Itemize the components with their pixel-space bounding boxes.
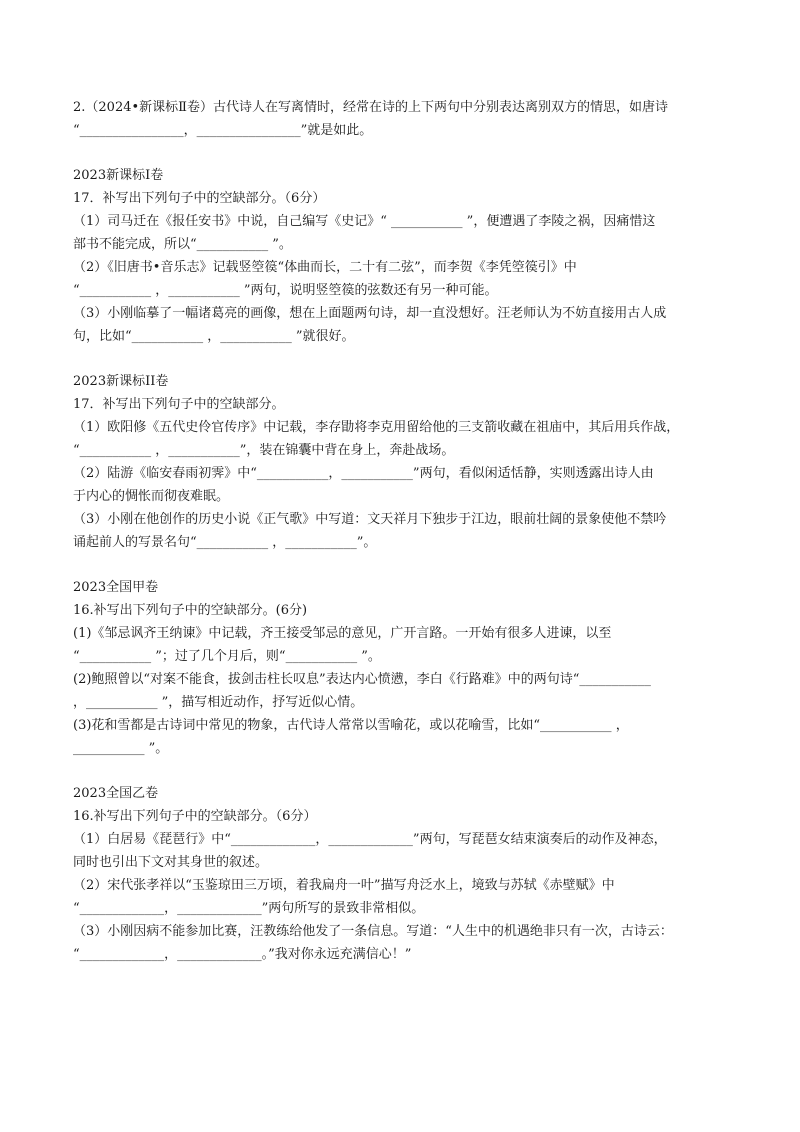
- section-2023-xinkebiao-2: [73, 370, 733, 554]
- question-line: (1)《邹忌讽齐王纳谏》中记载，齐王接受邹忌的意见，广开言路。一开始有很多人进谏，以至: [73, 626, 612, 641]
- question-line: “___________ ，___________ ”两句，说明竖箜篌的弦数还有另一种可能。: [73, 283, 498, 298]
- question-line: 17．补写出下列句子中的空缺部分。（6分）: [73, 191, 326, 206]
- question-line: 同时也引出下文对其身世的叙述。: [73, 855, 269, 870]
- question-line: ___________ ”。: [73, 741, 169, 756]
- question-line: “_____________，_____________。”我对你永远充满信心！”: [73, 947, 412, 962]
- question-line: “___________ ”；过了几个月后，则“___________ ”。: [73, 649, 381, 664]
- question-line: 于内心的惆怅而彻夜难眠。: [73, 489, 230, 504]
- section-title: 2023全国甲卷: [73, 580, 159, 595]
- question-2024: [73, 96, 733, 142]
- question-line: 16.补写出下列句子中的空缺部分。（6分）: [73, 809, 317, 824]
- section-title: 2023全国乙卷: [73, 786, 159, 801]
- question-line: （1）欧阳修《五代史伶官传序》中记载，李存勖将李克用留给他的三支箭收藏在祖庙中，其后用兵作战，: [73, 420, 680, 435]
- question-line: （2）《旧唐书•音乐志》记载竖箜篌“体曲而长，二十有二弦”，而李贺《李凭箜篌引》中: [73, 260, 577, 275]
- section-title: 2023新课标I卷: [73, 168, 164, 183]
- document-page: [73, 96, 733, 966]
- question-line: （3）小刚在他创作的历史小说《正气歌》中写道：文天祥月下独步于江边，眼前壮阔的景象使他不禁吟: [73, 512, 667, 527]
- question-line: 17．补写出下列句子中的空缺部分。: [73, 397, 285, 412]
- question-line: “________________，________________”就是如此。: [73, 123, 373, 138]
- question-line: “_____________，_____________”两句所写的景致非常相似。: [73, 901, 425, 916]
- section-2023-quanguo-yi: [73, 782, 733, 966]
- section-2023-quanguo-jia: [73, 576, 733, 760]
- question-line: （3）小刚因病不能参加比赛，汪教练给他发了一条信息。写道：“人生中的机遇绝非只有一次，古诗云：: [73, 924, 673, 939]
- question-line: ，___________ ”，描写相近动作，抒写近似心情。: [73, 695, 364, 710]
- question-line: （3）小刚临摹了一幅诸葛亮的画像，想在上面题两句诗，却一直没想好。汪老师认为不妨直接用古人成: [73, 306, 667, 321]
- section-2023-xinkebiao-1: [73, 164, 733, 348]
- question-line: （1）司马迁在《报任安书》中说，自己编写《史记》“ ___________ ”，便遭遇了李陵之祸，因痛惜这: [73, 214, 656, 229]
- question-line: （1）白居易《琵琶行》中“_____________，_____________”两句，写琵琶女结束演奏后的动作及神态，: [73, 832, 667, 847]
- question-line: 句，比如“___________ ，___________ ”就很好。: [73, 329, 355, 344]
- question-line: “___________ ，___________”，装在锦囊中背在身上，奔赴战场。: [73, 443, 455, 458]
- question-line: 2.（2024•新课标Ⅱ卷）古代诗人在写离情时，经常在诗的上下两句中分别表达离别双方的情思，如唐诗: [73, 100, 668, 115]
- section-title: 2023新课标II卷: [73, 374, 169, 389]
- question-line: (3)花和雪都是古诗词中常见的物象，古代诗人常常以雪喻花，或以花喻雪，比如“___________ ，: [73, 718, 629, 733]
- question-line: (2)鲍照曾以“对案不能食，拔剑击柱长叹息”表达内心愤懑，李白《行路难》中的两句诗“___________: [73, 672, 651, 687]
- question-line: 部书不能完成，所以“___________ ”。: [73, 237, 292, 252]
- question-line: 诵起前人的写景名句“___________ ，___________”。: [73, 535, 377, 550]
- question-line: （2）宋代张孝祥以“玉鉴琼田三万顷，着我扁舟一叶”描写舟泛水上，境致与苏轼《赤壁赋》中: [73, 878, 615, 893]
- question-line: 16.补写出下列句子中的空缺部分。(6分): [73, 603, 308, 618]
- question-line: （2）陆游《临安春雨初霁》中“___________，___________”两句，看似闲适恬静，实则透露出诗人由: [73, 466, 654, 481]
